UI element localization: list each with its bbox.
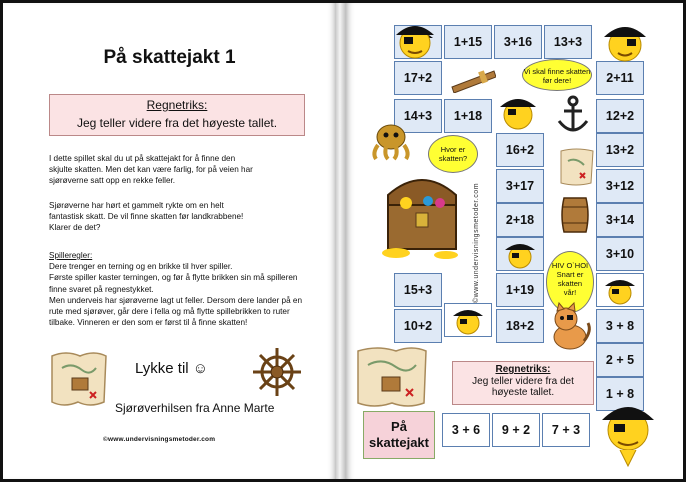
board-cell: 2 + 5 bbox=[596, 343, 644, 377]
page-title: På skattejakt 1 bbox=[103, 47, 236, 68]
rule-heading: Regnetriks: bbox=[146, 98, 208, 112]
intro-paragraph bbox=[49, 153, 315, 187]
board-cell: 15+3 bbox=[394, 273, 442, 307]
book-gutter bbox=[336, 3, 346, 479]
pirate-face-icon bbox=[497, 238, 543, 270]
anchor-icon bbox=[556, 95, 590, 135]
speech-bubble: Hvor er skatten? bbox=[428, 135, 478, 173]
treasure-chest-icon bbox=[376, 165, 468, 261]
greeting-text: Sjørøverhilsen fra Anne Marte bbox=[115, 401, 275, 415]
rules-line: finne svaret på regnestykket. bbox=[49, 284, 154, 294]
speech-bubble: HIV O`HOI Snart er skatten vår! bbox=[546, 251, 594, 313]
left-page bbox=[3, 3, 336, 479]
barrel-icon bbox=[560, 195, 590, 235]
board-cell: 3+16 bbox=[494, 25, 542, 59]
telescope-icon bbox=[450, 67, 496, 93]
story-line: Sjørøverne har hørt et gammelt rykte om en helt bbox=[49, 201, 224, 210]
rule-text: Jeg teller videre fra det høyeste tallet. bbox=[76, 116, 278, 130]
board-cell: 12+2 bbox=[596, 99, 644, 133]
board-cell: 2+11 bbox=[596, 61, 644, 95]
board-cell: 18+2 bbox=[496, 309, 544, 343]
ship-wheel-icon bbox=[251, 346, 303, 398]
board-cell: 10+2 bbox=[394, 309, 442, 343]
board-cell: 3+17 bbox=[496, 169, 544, 203]
board-cell: 13+2 bbox=[596, 133, 644, 167]
board-cell: 16+2 bbox=[496, 133, 544, 167]
pirate-cell bbox=[496, 237, 544, 271]
board-cell: 1+18 bbox=[444, 99, 492, 133]
rules-line: tilbake. Vinneren er den som er først til å finne skatten! bbox=[49, 318, 248, 328]
board-cell: 17+2 bbox=[394, 61, 442, 95]
rule-box bbox=[49, 94, 305, 136]
rules-heading: Spilleregler: bbox=[49, 251, 93, 260]
board-cell: 1+19 bbox=[496, 273, 544, 307]
board-cell: 3+14 bbox=[596, 203, 644, 237]
rule-line: Jeg teller videre fra det bbox=[472, 375, 574, 387]
story-paragraph bbox=[49, 200, 315, 234]
finish-line-1: På bbox=[391, 419, 407, 434]
rules-line: Men underveis har sjørøverne lagt ut feller. Dersom dere lander på en bbox=[49, 295, 303, 305]
rule-box-right bbox=[452, 361, 594, 405]
intro-line: sjørøverne satt opp en rekke feller. bbox=[49, 176, 176, 186]
intro-line: skjulte skatten. Men det kan være farlig, for på veien har bbox=[49, 165, 253, 175]
good-luck-text: Lykke til ☺ bbox=[135, 360, 209, 377]
finish-box bbox=[363, 411, 435, 459]
right-page bbox=[346, 3, 683, 479]
pirate-face-icon bbox=[392, 17, 438, 61]
rules-line: rute med sjørøver, går dere i fella og må flytte spillebrikken to ruter bbox=[49, 307, 290, 317]
board-cell: 3+10 bbox=[596, 237, 644, 271]
rules-line: Dere trenger en terning og en brikke til hver spiller. bbox=[49, 262, 233, 272]
speech-bubble: Vi skal finne skatten før dere! bbox=[522, 59, 592, 91]
rules-paragraph bbox=[49, 250, 315, 328]
board-cell: 2+18 bbox=[496, 203, 544, 237]
treasure-map-icon bbox=[46, 348, 112, 410]
intro-line: I dette spillet skal du ut på skattejakt for å finne den bbox=[49, 154, 236, 163]
rules-line: Første spiller kaster terningen, og før å flytte brikken sin må spilleren bbox=[49, 273, 298, 283]
pirate-face-icon bbox=[600, 398, 656, 468]
board-cell: 1+15 bbox=[444, 25, 492, 59]
pirate-face-icon bbox=[445, 304, 491, 336]
pirate-cat-icon bbox=[544, 301, 594, 353]
board-cell: 9 + 2 bbox=[492, 413, 540, 447]
pirate-face-icon bbox=[496, 89, 540, 133]
board-cell: 13+3 bbox=[544, 25, 592, 59]
finish-line-2: skattejakt bbox=[369, 435, 429, 450]
board-cell: 3 + 6 bbox=[442, 413, 490, 447]
octopus-icon bbox=[368, 121, 414, 161]
board-cell: 14+3 bbox=[394, 99, 442, 133]
board-cell: 7 + 3 bbox=[542, 413, 590, 447]
rule-line: høyeste tallet. bbox=[491, 387, 555, 398]
rule-heading-right: Regnetriks: bbox=[495, 364, 551, 375]
pirate-cell bbox=[596, 273, 644, 307]
treasure-map-icon bbox=[558, 147, 596, 187]
treasure-map-icon bbox=[352, 343, 432, 411]
vertical-copyright: ©www.undervisningsmetoder.com bbox=[473, 182, 480, 303]
story-line: fantastisk skatt. De vil finne skatten før landkrabbene! bbox=[49, 212, 244, 222]
story-line: Klarer de det? bbox=[49, 223, 101, 233]
board-cell: 3 + 8 bbox=[596, 309, 644, 343]
pirate-cell bbox=[444, 303, 492, 337]
pirate-face-icon bbox=[597, 274, 643, 306]
board-cell: 3+12 bbox=[596, 169, 644, 203]
pirate-face-icon bbox=[600, 17, 650, 65]
board-cell: 1 + 8 bbox=[596, 377, 644, 411]
footer-copyright: ©www.undervisningsmetoder.com bbox=[103, 436, 216, 443]
